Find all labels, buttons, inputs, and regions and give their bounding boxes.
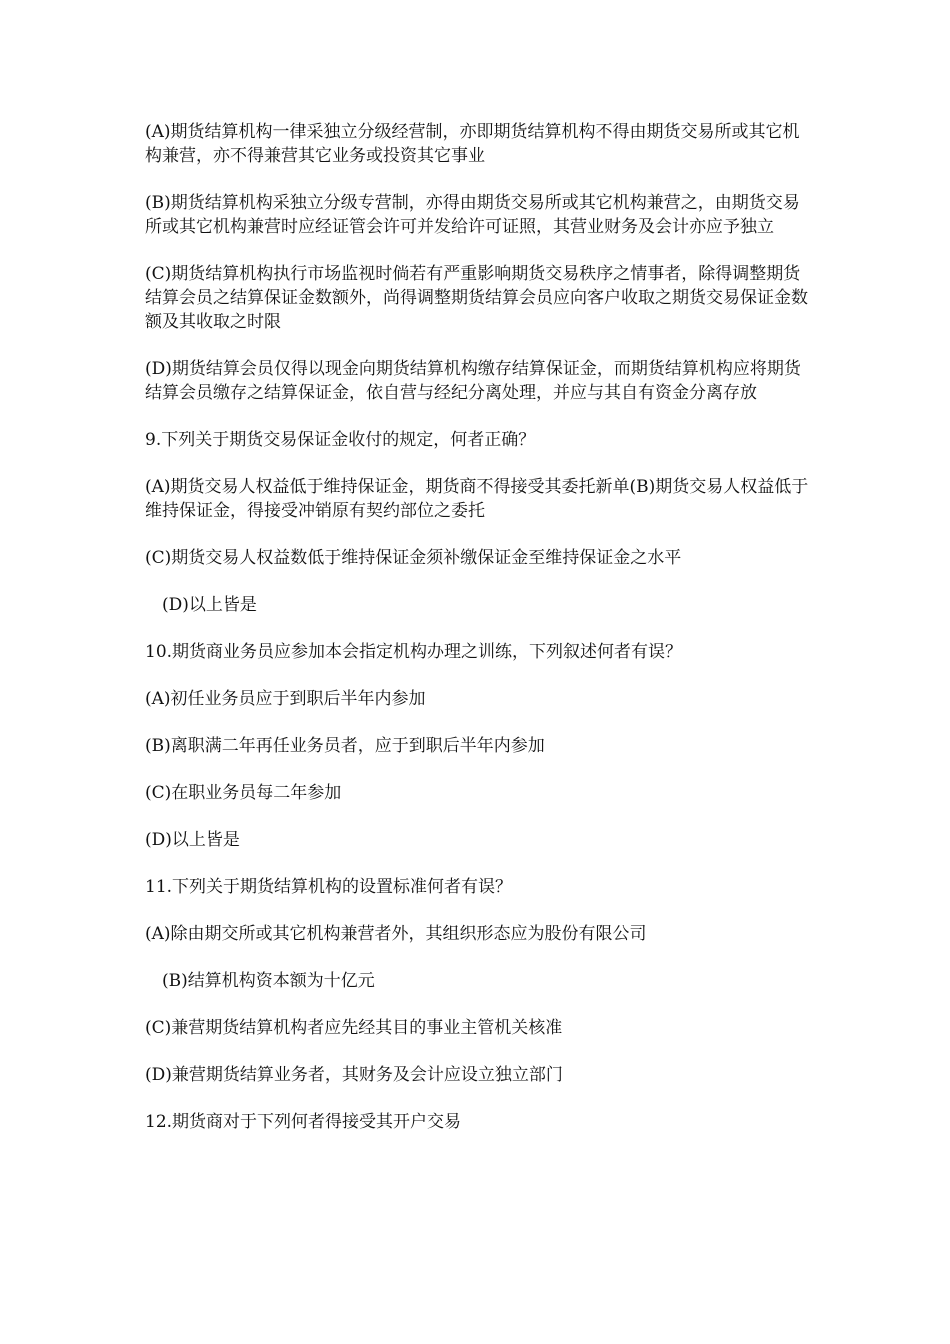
option-paragraph: (A)初任业务员应于到职后半年内参加 [145, 689, 426, 709]
option-paragraph: (C)在职业务员每二年参加 [145, 783, 342, 803]
option-paragraph: (D)以上皆是 [162, 595, 257, 615]
option-paragraph: (A)期货结算机构一律采独立分级经营制，亦即期货结算机构不得由期货交易所或其它机构兼营，亦不得兼营其它业务或投资其它事业 [145, 122, 800, 166]
option-paragraph: (D)以上皆是 [145, 830, 240, 850]
document-body [145, 120, 810, 1157]
option-paragraph: (B)结算机构资本额为十亿元 [162, 971, 375, 991]
question-paragraph: 11.下列关于期货结算机构的设置标准何者有误？ [145, 877, 513, 897]
option-paragraph: (B)离职满二年再任业务员者，应于到职后半年内参加 [145, 736, 545, 756]
option-paragraph: (D)期货结算会员仅得以现金向期货结算机构缴存结算保证金，而期货结算机构应将期货结算会员缴存之结算保证金，依自营与经纪分离处理，并应与其自有资金分离存放 [145, 359, 801, 403]
option-paragraph: (C)期货交易人权益数低于维持保证金须补缴保证金至维持保证金之水平 [145, 548, 682, 568]
option-paragraph: (B)期货结算机构采独立分级专营制，亦得由期货交易所或其它机构兼营之，由期货交易所或其它机构兼营时应经证管会许可并发给许可证照，其营业财务及会计亦应予独立 [145, 193, 800, 237]
option-paragraph: (A)除由期交所或其它机构兼营者外，其组织形态应为股份有限公司 [145, 924, 647, 944]
option-paragraph: (D)兼营期货结算业务者，其财务及会计应设立独立部门 [145, 1065, 563, 1085]
question-paragraph: 10.期货商业务员应参加本会指定机构办理之训练，下列叙述何者有误？ [145, 642, 683, 662]
option-paragraph: (A)期货交易人权益低于维持保证金，期货商不得接受其委托新单(B)期货交易人权益低于维持保证金，得接受冲销原有契约部位之委托 [145, 477, 809, 521]
question-paragraph: 9.下列关于期货交易保证金收付的规定，何者正确？ [145, 430, 536, 450]
option-paragraph: (C)期货结算机构执行市场监视时倘若有严重影响期货交易秩序之情事者，除得调整期货结算会员之结算保证金数额外，尚得调整期货结算会员应向客户收取之期货交易保证金数额及其收取之时限 [145, 264, 808, 332]
option-paragraph: (C)兼营期货结算机构者应先经其目的事业主管机关核准 [145, 1018, 563, 1038]
question-paragraph: 12.期货商对于下列何者得接受其开户交易 [145, 1112, 462, 1132]
